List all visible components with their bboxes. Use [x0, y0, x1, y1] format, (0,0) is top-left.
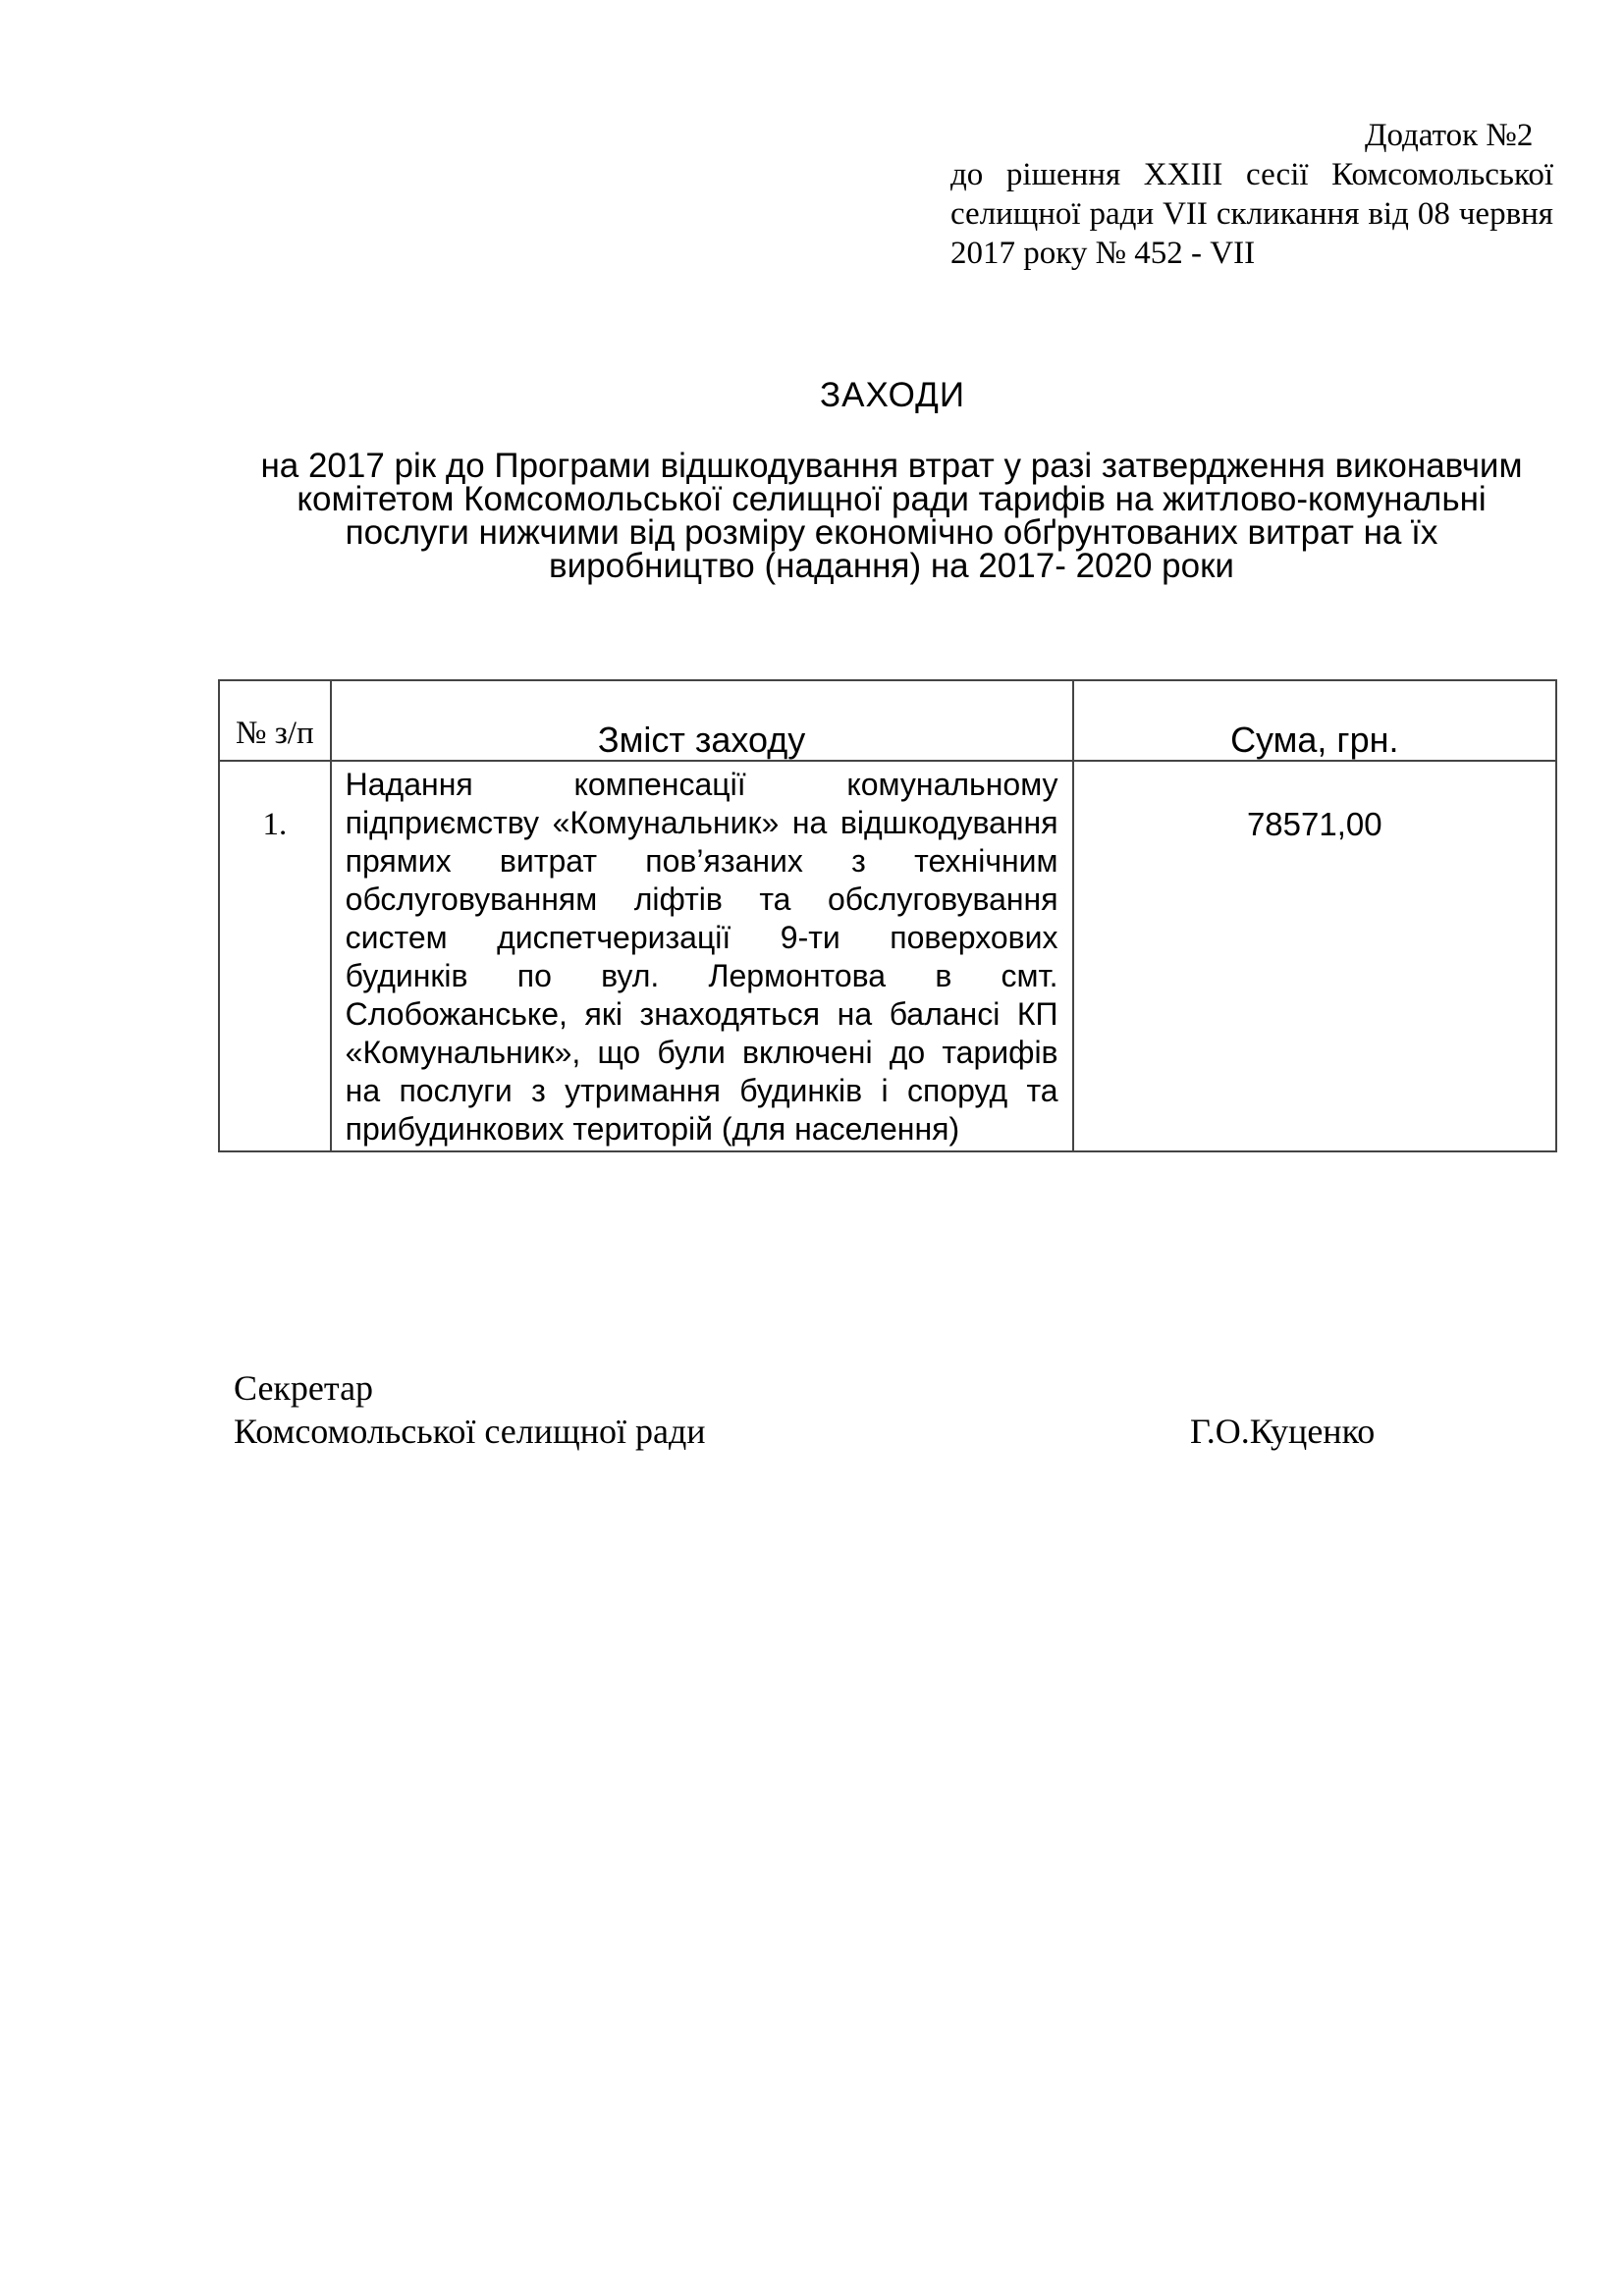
document-subtitle: на 2017 рік до Програми відшкодування втрат у разі затвердження виконавчим комітетом Комсомольської селищної ради тарифів на житлово-комунальні послуги нижчими від розміру економічно обґрунтованих витрат на їх виробництво (надання) на 2017- 2020 роки — [260, 447, 1523, 585]
header-content: Зміст заходу — [331, 680, 1073, 761]
signature-position — [234, 1366, 706, 1453]
document-title: ЗАХОДИ — [820, 376, 965, 414]
header-number: № з/п — [219, 680, 331, 761]
signature-name: Г.О.Куценко — [1190, 1412, 1376, 1451]
signature-position-line1: Секретар — [234, 1368, 374, 1408]
measures-table — [218, 679, 1557, 1152]
header-sum: Сума, грн. — [1073, 680, 1556, 761]
row-number: 1. — [219, 761, 331, 1151]
table-header-row — [219, 680, 1556, 761]
table-row — [219, 761, 1556, 1151]
appendix-description: до рішення XXIII сесії Комсомольської селищної ради VII скликання від 08 червня 2017 року № 452 - VII — [950, 157, 1553, 271]
signature-position-line2: Комсомольської селищної ради — [234, 1412, 706, 1451]
row-sum: 78571,00 — [1073, 761, 1556, 1151]
row-content: Надання компенсації комунальному підприємству «Комунальник» на відшкодування прямих витрат пов’язаних з технічним обслуговуванням ліфтів та обслуговування систем диспетчеризації 9-ти поверхових будинків по вул. Лермонтова в смт. Слобожанське, які знаходяться на балансі КП «Комунальник», що були включені до тарифів на послуги з утримання будинків і споруд та прибудинкових територій (для населення) — [331, 761, 1073, 1151]
appendix-title: Додаток №2 — [1365, 118, 1534, 153]
